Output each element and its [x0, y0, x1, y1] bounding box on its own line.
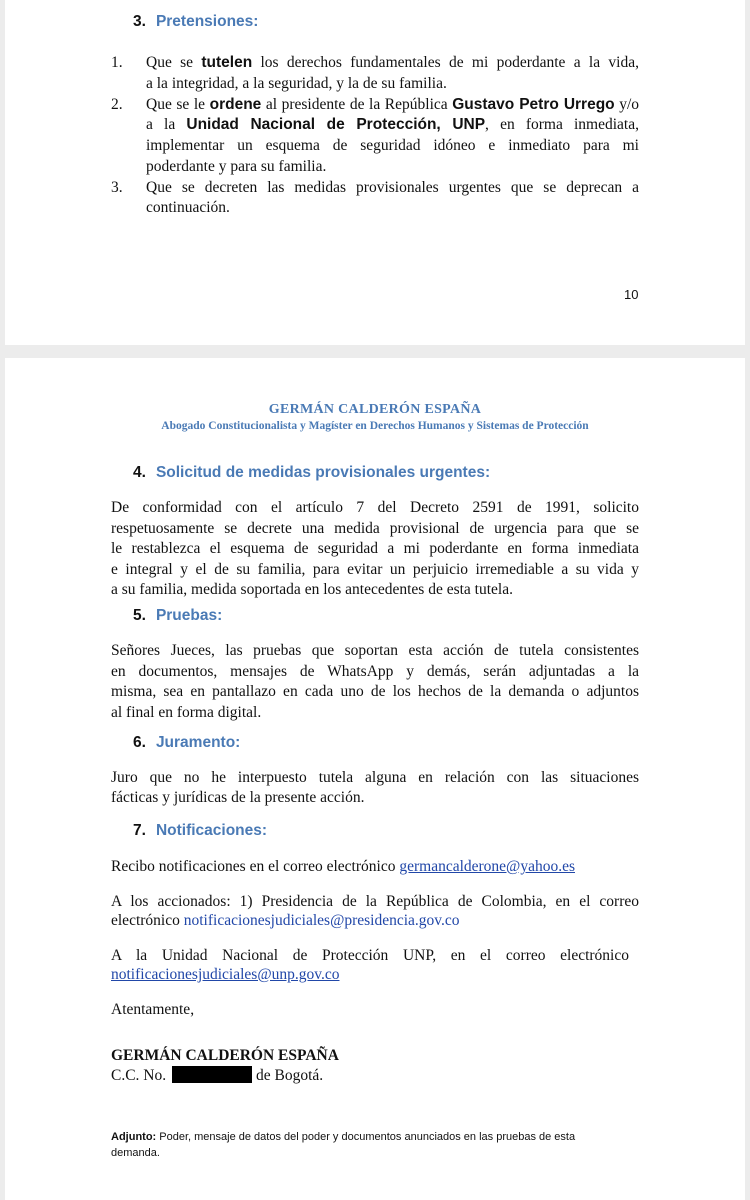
list-item-2-line-1: Que se le ordene al presidente de la República Gustavo Petro Urrego y/o [146, 96, 640, 113]
email-link-unp[interactable]: notificacionesjudiciales@unp.gov.co [111, 966, 340, 983]
notification-line [111, 966, 339, 984]
list-item-2-line-4: poderdante y para su familia. [146, 158, 327, 175]
letterhead-name: GERMÁN CALDERÓN ESPAÑA [268, 402, 482, 417]
document-page-10 [5, 0, 745, 345]
list-number: 2. [111, 96, 123, 113]
closing: Atentamente, [111, 1001, 195, 1018]
paragraph-line: Señores Jueces, las pruebas que soportan esta acción de tutela consistentes [111, 642, 639, 659]
paragraph-line: Juro que no he interpuesto tutela alguna en relación con las situaciones [111, 769, 639, 786]
paragraph-line: respetuosamente se decrete una medida provisional de urgencia para que se [111, 520, 639, 537]
paragraph-line: misma, sea en pantallazo en cada uno de los hechos de la demanda o adjuntos [111, 683, 639, 700]
signer-name: GERMÁN CALDERÓN ESPAÑA [111, 1047, 339, 1064]
section-7-heading: 7. Notificaciones: [133, 822, 268, 839]
list-number: 1. [111, 54, 123, 71]
section-4-heading: 4. Solicitud de medidas provisionales urgentes: [133, 464, 491, 481]
paragraph-line: De conformidad con el artículo 7 del Decreto 2591 de 1991, solicito [111, 499, 639, 516]
page-number: 10 [624, 287, 639, 302]
list-item-1-line-1: Que se tutelen los derechos fundamentales de mi poderdante a la vida, [146, 54, 639, 71]
id-line: C.C. No. de Bogotá. [111, 1067, 324, 1084]
notification-line: Recibo notificaciones en el correo electrónico germancalderone@yahoo.es [111, 858, 575, 875]
list-item-3-line-1: Que se decreten las medidas provisionales urgentes que se deprecan a [146, 179, 639, 196]
notification-line: A los accionados: 1) Presidencia de la República de Colombia, en el correo [111, 893, 639, 910]
notification-line: electrónico notificacionesjudiciales@presidencia.gov.co [111, 912, 460, 929]
paragraph-line: a su familia, medida soportada en los antecedentes de esta tutela. [111, 581, 513, 598]
paragraph-line: e integral y el de su familia, para evitar un perjuicio irremediable a su vida y [111, 561, 639, 578]
list-item-2-line-2: a la Unidad Nacional de Protección, UNP, en forma inmediata, [146, 116, 639, 133]
notification-line: A la Unidad Nacional de Protección UNP, en el correo electrónico [111, 947, 629, 964]
section-3-heading: 3. Pretensiones: [133, 13, 259, 30]
letterhead-subtitle: Abogado Constitucionalista y Magíster en Derechos Humanos y Sistemas de Protección [161, 420, 589, 432]
redaction-box [172, 1066, 252, 1083]
section-5-heading: 5. Pruebas: [133, 607, 223, 624]
attachment-note: Adjunto: Poder, mensaje de datos del poder y documentos anunciados en las pruebas de esta demanda. [111, 1131, 576, 1159]
paragraph-line: al final en forma digital. [111, 704, 262, 721]
list-item-1-line-2: a la integridad, a la seguridad, y la de su familia. [146, 75, 447, 92]
document-page-11 [5, 358, 745, 1200]
paragraph-line: fácticas y jurídicas de la presente acción. [111, 789, 365, 806]
paragraph-line: en documentos, mensajes de WhatsApp y demás, serán adjuntadas a la [111, 663, 639, 680]
email-link-personal[interactable]: germancalderone@yahoo.es [399, 858, 575, 875]
list-item-2-line-3: implementar un esquema de seguridad idóneo e inmediato para mi [146, 137, 639, 154]
paragraph-line: le restablezca el esquema de seguridad a mi poderdante en forma inmediata [111, 540, 639, 557]
section-6-heading: 6. Juramento: [133, 734, 241, 751]
list-item-3-line-2: continuación. [146, 199, 230, 216]
email-link-presidencia[interactable]: notificacionesjudiciales@presidencia.gov.co [183, 912, 460, 929]
list-number: 3. [111, 179, 123, 196]
